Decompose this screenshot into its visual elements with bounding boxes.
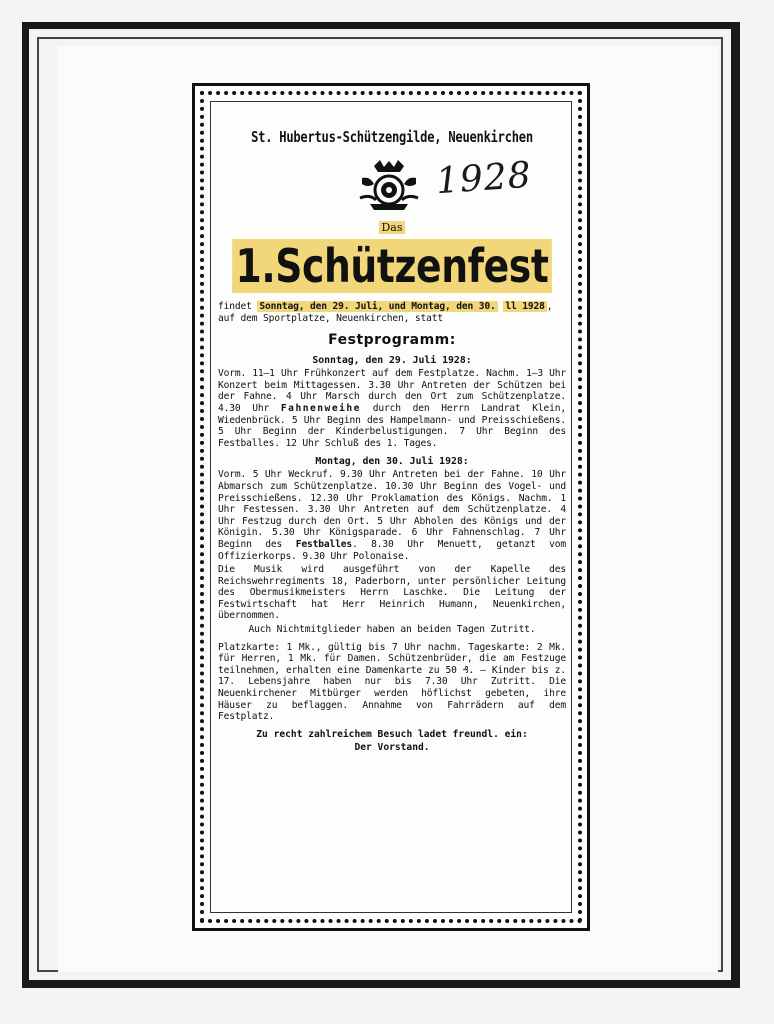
guild-name: St. Hubertus-Schützengilde, Neuenkirchen <box>251 128 533 146</box>
sunday-text-post: durch den Herrn Landrat Klein, Wiedenbrück. 5 Uhr Beginn des Hampelmann- und Preisschießens. 5 Uhr Beginn der Kinderbelustigungen. 7 Uhr Beginn des Festballes. 12 Uhr Schluß des 1. Tages. <box>218 402 567 449</box>
event-dates <box>218 301 566 324</box>
tickets-paragraph: Platzkarte: 1 Mk., gültig bis 7 Uhr nachm. Tageskarte: 2 Mk. für Herren, 1 Mk. für Damen. Schützenbrüder, die am Festzuge teilnehmen, erhalten eine Damenkarte zu 50 ₰. — Kinder bis z. 17. Lebensjahre haben nur bis 7.30 Uhr Zutritt. Die Neuenkirchener Mitbürger werden höflichst gebeten, ihre Häuser zu beflaggen. Annahme von Fahrrädern auf dem Festplatz. <box>218 641 566 723</box>
invitation-line: Zu recht zahlreichem Besuch ladet freundl. ein: <box>256 728 528 740</box>
sunday-text-bold: Fahnenweihe <box>280 402 361 414</box>
monday-text-bold: Festballes <box>295 538 352 550</box>
monday-text-pre: Vorm. 5 Uhr Weckruf. 9.30 Uhr Antreten bei der Fahne. 10 Uhr Abmarsch zum Schützenplatze. 10.30 Uhr Beginn des Vogel- und Preisschießens. 12.30 Uhr Proklamation des Königs. Nachm. 1 Uhr Festessen. 3.30 Uhr Antreten auf dem Schützenplatze. 4 Uhr Festzug durch den Ort. 5 Uhr Abholen des Königs und der Königin. 5.30 Uhr Königsparade. 6 Uhr Fahnenschlag. 7 Uhr Beginn des <box>218 469 566 550</box>
nonmembers-notice: Auch Nichtmitglieder haben an beiden Tagen Zutritt. <box>248 624 536 636</box>
event-title <box>217 239 568 293</box>
das-label: Das <box>381 221 403 234</box>
dates-highlight-2: ll 1928 <box>505 301 545 312</box>
emblem-row <box>218 154 566 216</box>
handwritten-year: 1928 <box>434 154 533 203</box>
event-title-text: 1.Schützenfest <box>232 239 552 293</box>
monday-program <box>218 469 566 562</box>
program-heading: Festprogramm: <box>328 332 456 349</box>
monday-heading: Montag, den 30. Juli 1928: <box>315 456 469 468</box>
signature: Der Vorstand. <box>354 741 430 753</box>
shooting-target-emblem-icon <box>356 158 422 214</box>
sunday-text-pre: Vorm. 11—1 Uhr Frühkonzert auf dem Festplatze. Nachm. 1—3 Uhr Konzert beim Mittagessen. 3.30 Uhr Antreten der Schützen bei der Fahne. 4 Uhr Marsch durch den Ort zum Schützenplatze. 4.30 Uhr <box>218 368 566 414</box>
sunday-program <box>218 368 566 449</box>
advertisement-content <box>218 128 566 753</box>
dates-highlight-1: Sonntag, den 29. Juli, und Montag, den 30. <box>259 301 496 312</box>
dates-post: , auf dem Sportplatze, Neuenkirchen, statt <box>218 301 553 324</box>
sunday-heading: Sonntag, den 29. Juli 1928: <box>312 355 472 367</box>
dates-pre: findet <box>218 301 258 312</box>
monday-text-post: . 8.30 Uhr Menuett, getanzt vom Offizierkorps. 9.30 Uhr Polonaise. <box>218 538 567 562</box>
music-paragraph: Die Musik wird ausgeführt von der Kapelle des Reichswehrregiments 18, Paderborn, unter persönlicher Leitung des Obermusikmeisters Herrn Laschke. Die Leitung der Festwirtschaft hat Herr Heinrich Humann, Neuenkirchen, übernommen. <box>218 564 566 622</box>
